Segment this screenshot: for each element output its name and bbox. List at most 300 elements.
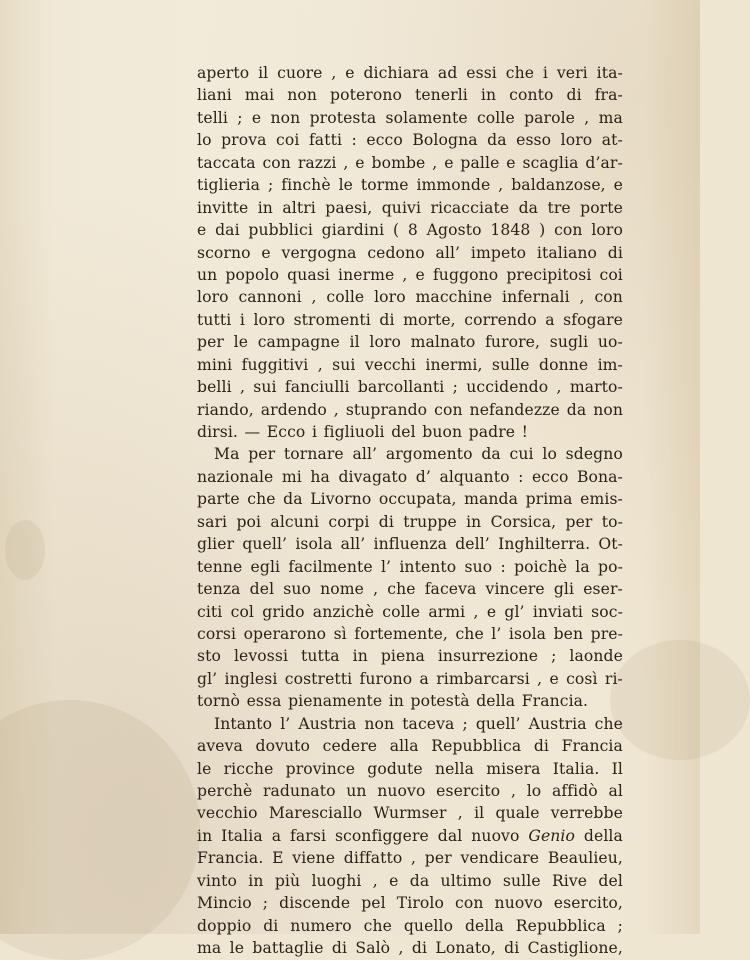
word: argomento xyxy=(385,445,473,464)
word: laonde xyxy=(569,647,623,666)
word: le xyxy=(229,939,245,958)
word: loro xyxy=(253,310,286,329)
text-line xyxy=(197,511,623,533)
paper-stain xyxy=(610,640,750,760)
word: Italia xyxy=(221,826,263,845)
word: da xyxy=(283,490,303,509)
word: : xyxy=(518,467,524,486)
word: cuore xyxy=(277,64,323,82)
word: protesta xyxy=(309,108,377,127)
word: Austria xyxy=(528,714,587,733)
word: nuovo xyxy=(494,894,543,913)
word: luoghi xyxy=(311,871,362,890)
word: immonde xyxy=(416,176,491,195)
word: sugli xyxy=(549,333,589,352)
word: ( xyxy=(392,221,400,240)
word: all’ xyxy=(435,243,461,262)
word: vincere xyxy=(485,580,545,599)
word: non xyxy=(364,714,395,733)
word: in xyxy=(257,198,273,217)
word: cui xyxy=(509,445,534,464)
word: in xyxy=(466,512,482,531)
word: di xyxy=(533,737,549,756)
word: a xyxy=(545,310,555,329)
word: battaglie xyxy=(252,939,324,958)
word: Salò xyxy=(355,939,391,958)
word: Inghilterra. xyxy=(498,535,591,554)
word: il xyxy=(258,64,269,82)
word: Corsica, xyxy=(490,512,557,531)
word: i xyxy=(239,310,245,329)
word: , xyxy=(333,400,339,419)
word: , xyxy=(239,378,245,397)
word: numero xyxy=(290,916,352,935)
word: italiano xyxy=(536,243,597,262)
word: vecchi xyxy=(364,355,416,374)
word: ; xyxy=(452,378,458,397)
word: : xyxy=(500,557,506,576)
word: Beaulieu, xyxy=(547,849,623,868)
word: sulle xyxy=(491,355,530,374)
text-line xyxy=(197,152,623,174)
text-line xyxy=(197,735,623,757)
word: un xyxy=(346,782,367,800)
word: della xyxy=(464,916,504,935)
word: barcollanti xyxy=(357,378,445,397)
word: prima xyxy=(525,490,573,509)
word: , xyxy=(343,153,349,172)
word: nuovo xyxy=(377,782,426,800)
word: Ma xyxy=(214,445,240,464)
word: ; xyxy=(262,894,269,913)
word: ricche xyxy=(223,759,274,778)
word: suo xyxy=(464,557,493,576)
text-line xyxy=(197,758,623,780)
word: torme xyxy=(360,176,409,195)
word: , xyxy=(432,153,438,172)
text-line xyxy=(197,780,623,802)
word: alla xyxy=(389,737,419,756)
word: loro xyxy=(197,288,229,307)
word: col xyxy=(230,602,255,621)
word: lo xyxy=(197,131,212,150)
word: to- xyxy=(601,512,623,531)
word: discende xyxy=(279,894,351,913)
word: per xyxy=(424,849,452,868)
word: pienamente xyxy=(288,692,383,711)
word: Lonato, xyxy=(435,939,496,958)
word: Livorno xyxy=(310,490,372,509)
word: vendicare xyxy=(460,849,540,868)
word: uo- xyxy=(597,333,623,352)
word: Intanto xyxy=(214,714,273,733)
word: ardendo xyxy=(260,400,327,419)
word: poterono xyxy=(330,86,402,105)
word: ! xyxy=(521,423,529,441)
word: fuggono xyxy=(432,265,499,284)
word: tornò xyxy=(197,692,241,711)
word: pubblici xyxy=(248,221,313,240)
word: e xyxy=(389,871,399,890)
word: tutti xyxy=(197,310,232,329)
word: corsi xyxy=(197,624,237,643)
word: citi xyxy=(197,602,223,621)
word: che xyxy=(363,916,392,935)
text-line xyxy=(197,578,623,600)
word: quell’ xyxy=(242,535,288,554)
text-line xyxy=(197,690,623,712)
word: riando, xyxy=(197,400,254,419)
word: , xyxy=(373,580,379,599)
paper-stain xyxy=(5,520,45,580)
text-line xyxy=(197,84,623,106)
word: piena xyxy=(380,647,425,666)
word: stromenti xyxy=(293,310,371,329)
word: di xyxy=(378,512,394,531)
word: di xyxy=(411,939,428,958)
word: Genio xyxy=(528,826,575,845)
word: inviati xyxy=(532,602,583,621)
word: ; xyxy=(551,647,557,666)
word: Bona- xyxy=(576,467,623,486)
word: anzichè xyxy=(312,602,375,621)
word: ecco xyxy=(531,467,569,486)
word: manda xyxy=(464,490,518,509)
word: vecchio xyxy=(197,804,258,823)
word: con xyxy=(262,153,291,172)
word: malnato xyxy=(410,333,476,352)
word: , xyxy=(510,782,517,800)
word: mi xyxy=(281,467,302,486)
word: parte xyxy=(197,490,240,509)
word: corpi xyxy=(328,512,370,531)
word: colle xyxy=(326,288,365,307)
word: intento xyxy=(399,557,457,576)
word: Rive xyxy=(551,871,588,890)
word: più xyxy=(274,871,301,890)
word: colle xyxy=(382,602,421,621)
word: buon xyxy=(422,423,463,441)
word: gl’ xyxy=(197,669,218,688)
word: ma xyxy=(598,108,623,127)
word: che xyxy=(505,64,535,82)
word: non xyxy=(270,108,301,127)
word: uccidendo xyxy=(466,378,549,397)
word: pel xyxy=(361,894,386,913)
word: grido xyxy=(262,602,305,621)
word: ricacciate xyxy=(430,198,510,217)
word: : xyxy=(351,131,357,150)
word: sì xyxy=(333,624,347,643)
word: isola xyxy=(508,624,547,643)
word: fanciulli xyxy=(284,378,350,397)
word: della xyxy=(476,692,516,711)
text-line xyxy=(197,825,623,847)
word: inermi, xyxy=(425,355,483,374)
word: divagato xyxy=(338,467,408,486)
word: Austria xyxy=(298,714,357,733)
word: sari xyxy=(197,512,228,531)
word: fra- xyxy=(594,86,623,105)
word: precipitosi xyxy=(506,265,592,284)
word: dell’ xyxy=(455,535,490,554)
word: soc- xyxy=(591,602,623,621)
text-line xyxy=(197,62,623,84)
word: paesi, xyxy=(325,198,373,217)
word: mini xyxy=(197,355,233,374)
word: razzi xyxy=(297,153,337,172)
text-line xyxy=(197,556,623,578)
text-line xyxy=(197,713,623,735)
word: dal xyxy=(437,826,463,845)
text-line xyxy=(197,533,623,555)
word: esercito xyxy=(436,782,501,800)
word: glier xyxy=(197,535,235,554)
word: telli xyxy=(197,108,228,127)
text-line xyxy=(197,219,623,241)
word: quale xyxy=(495,804,540,823)
word: del xyxy=(391,423,416,441)
word: con xyxy=(434,400,463,419)
word: baldanzose, xyxy=(511,176,606,195)
word: padre xyxy=(468,423,516,441)
text-line xyxy=(197,937,623,959)
text-line xyxy=(197,242,623,264)
word: operarono xyxy=(243,624,327,643)
word: e xyxy=(345,64,355,82)
word: l’ xyxy=(491,624,502,643)
word: con xyxy=(594,288,623,307)
word: da xyxy=(487,131,507,150)
body-text xyxy=(197,62,623,960)
word: gli xyxy=(553,580,575,599)
word: esercito, xyxy=(553,894,623,913)
word: in xyxy=(197,826,213,845)
text-line xyxy=(197,870,623,892)
word: Francia. xyxy=(197,849,264,868)
word: sulle xyxy=(502,871,541,890)
word: sdegno xyxy=(565,445,623,464)
word: inglesi xyxy=(224,669,278,688)
word: mai xyxy=(244,86,275,105)
word: che xyxy=(387,580,416,599)
word: , xyxy=(411,849,417,868)
word: loro xyxy=(369,333,401,352)
word: , xyxy=(317,355,323,374)
word: costretti xyxy=(284,669,353,688)
word: pre- xyxy=(590,624,623,643)
word: coi xyxy=(276,131,300,150)
word: così xyxy=(566,669,598,688)
word: di xyxy=(566,86,582,105)
word: armi xyxy=(428,602,466,621)
word: dichiara xyxy=(363,64,430,82)
word: ) xyxy=(539,221,546,240)
word: all’ xyxy=(352,445,378,464)
word: nazionale xyxy=(197,467,274,486)
word: ita- xyxy=(596,64,623,82)
word: in xyxy=(388,692,404,711)
text-line xyxy=(197,668,623,690)
word: potestà xyxy=(410,692,470,711)
word: d’ xyxy=(415,467,431,486)
word: nefandezze xyxy=(469,400,560,419)
word: at- xyxy=(601,131,623,150)
word: quasi xyxy=(287,265,330,284)
word: isola xyxy=(295,535,333,554)
word: taceva xyxy=(402,714,455,733)
word: popolo xyxy=(225,265,280,284)
word: che xyxy=(247,490,276,509)
word: un xyxy=(197,265,218,284)
word: ri- xyxy=(604,669,623,688)
word: cannoni xyxy=(238,288,302,307)
word: in xyxy=(352,647,368,666)
word: Maresciallo xyxy=(268,804,363,823)
text-line xyxy=(197,354,623,376)
word: suo xyxy=(283,580,312,599)
word: e xyxy=(486,602,497,621)
word: diffatto xyxy=(343,849,403,868)
word: insurrezione xyxy=(437,647,539,666)
word: macchine xyxy=(415,288,493,307)
word: perchè xyxy=(197,782,253,800)
word: scaglia xyxy=(522,153,579,172)
text-line xyxy=(197,174,623,196)
text-line xyxy=(197,376,623,398)
word: , xyxy=(473,602,479,621)
text-line xyxy=(197,601,623,623)
word: che xyxy=(455,624,484,643)
word: rimbarcarsi xyxy=(436,669,530,688)
word: Mincio xyxy=(197,894,252,913)
word: veri xyxy=(556,64,588,82)
word: esso xyxy=(516,131,552,150)
text-line xyxy=(197,466,623,488)
word: Bologna xyxy=(412,131,478,150)
text-line xyxy=(197,443,623,465)
word: e xyxy=(613,176,623,195)
word: Castiglione, xyxy=(527,939,623,958)
word: di xyxy=(331,939,348,958)
word: , xyxy=(537,669,543,688)
word: , xyxy=(402,265,408,284)
word: Italia. xyxy=(552,759,600,778)
word: le xyxy=(338,176,353,195)
word: conto xyxy=(509,86,554,105)
word: Agosto xyxy=(426,221,482,240)
word: non xyxy=(593,400,623,419)
word: che xyxy=(594,714,623,733)
word: 1848 xyxy=(490,221,531,240)
word: loro xyxy=(374,288,406,307)
word: di xyxy=(263,916,279,935)
word: ; xyxy=(462,714,468,733)
word: misera xyxy=(486,759,541,778)
word: , xyxy=(498,176,504,195)
word: tenza xyxy=(197,580,241,599)
word: , xyxy=(556,378,562,397)
word: sui xyxy=(332,355,356,374)
word: ha xyxy=(310,467,330,486)
word: nome xyxy=(320,580,364,599)
word: , xyxy=(398,939,404,958)
word: sconfiggere xyxy=(334,826,429,845)
word: nuovo xyxy=(471,826,520,845)
word: viene xyxy=(292,849,336,868)
word: vergogna xyxy=(281,243,357,262)
word: giardini xyxy=(321,221,385,240)
word: Repubblica xyxy=(515,916,606,935)
word: godute xyxy=(367,759,423,778)
word: influenza xyxy=(373,535,448,554)
word: Francia. xyxy=(521,692,589,711)
word: ma xyxy=(197,939,222,958)
word: il xyxy=(474,804,485,823)
word: verrebbe xyxy=(550,804,623,823)
word: parole xyxy=(524,108,576,127)
word: coi xyxy=(599,265,623,284)
word: , xyxy=(372,871,378,890)
word: E xyxy=(272,849,284,868)
word: finchè xyxy=(281,176,331,195)
word: campagne xyxy=(257,333,340,352)
word: Ot- xyxy=(598,535,623,554)
word: — xyxy=(244,423,261,441)
word: lo xyxy=(542,445,557,464)
word: poichè xyxy=(514,557,568,576)
word: solamente xyxy=(385,108,468,127)
word: la xyxy=(575,557,590,576)
word: figliuoli xyxy=(323,423,385,441)
word: Il xyxy=(611,759,623,778)
word: e xyxy=(251,108,262,127)
word: fuggitivi xyxy=(241,355,309,374)
word: ad xyxy=(437,64,458,82)
word: dirsi. xyxy=(197,423,238,441)
word: porte xyxy=(580,198,623,217)
text-line xyxy=(197,331,623,353)
word: , xyxy=(311,288,317,307)
word: sui xyxy=(253,378,277,397)
word: doppio xyxy=(197,916,252,935)
word: , xyxy=(584,108,590,127)
word: , xyxy=(579,288,585,307)
word: dai xyxy=(215,221,240,240)
word: infernali xyxy=(502,288,570,307)
word: per xyxy=(248,445,276,464)
word: morte, xyxy=(403,310,456,329)
word: e xyxy=(355,153,365,172)
word: palle xyxy=(460,153,500,172)
word: , xyxy=(457,804,463,823)
word: poi xyxy=(236,512,262,531)
text-line xyxy=(197,892,623,914)
word: a xyxy=(419,669,429,688)
text-line xyxy=(197,286,623,308)
word: non xyxy=(287,86,317,105)
word: eser- xyxy=(583,580,623,599)
text-line xyxy=(197,847,623,869)
word: alcuni xyxy=(270,512,320,531)
word: quell’ xyxy=(475,714,521,733)
text-line xyxy=(197,645,623,667)
word: le xyxy=(197,759,212,778)
text-line xyxy=(197,264,623,286)
word: e xyxy=(506,153,516,172)
word: prova xyxy=(221,131,267,150)
word: levossi xyxy=(233,647,289,666)
